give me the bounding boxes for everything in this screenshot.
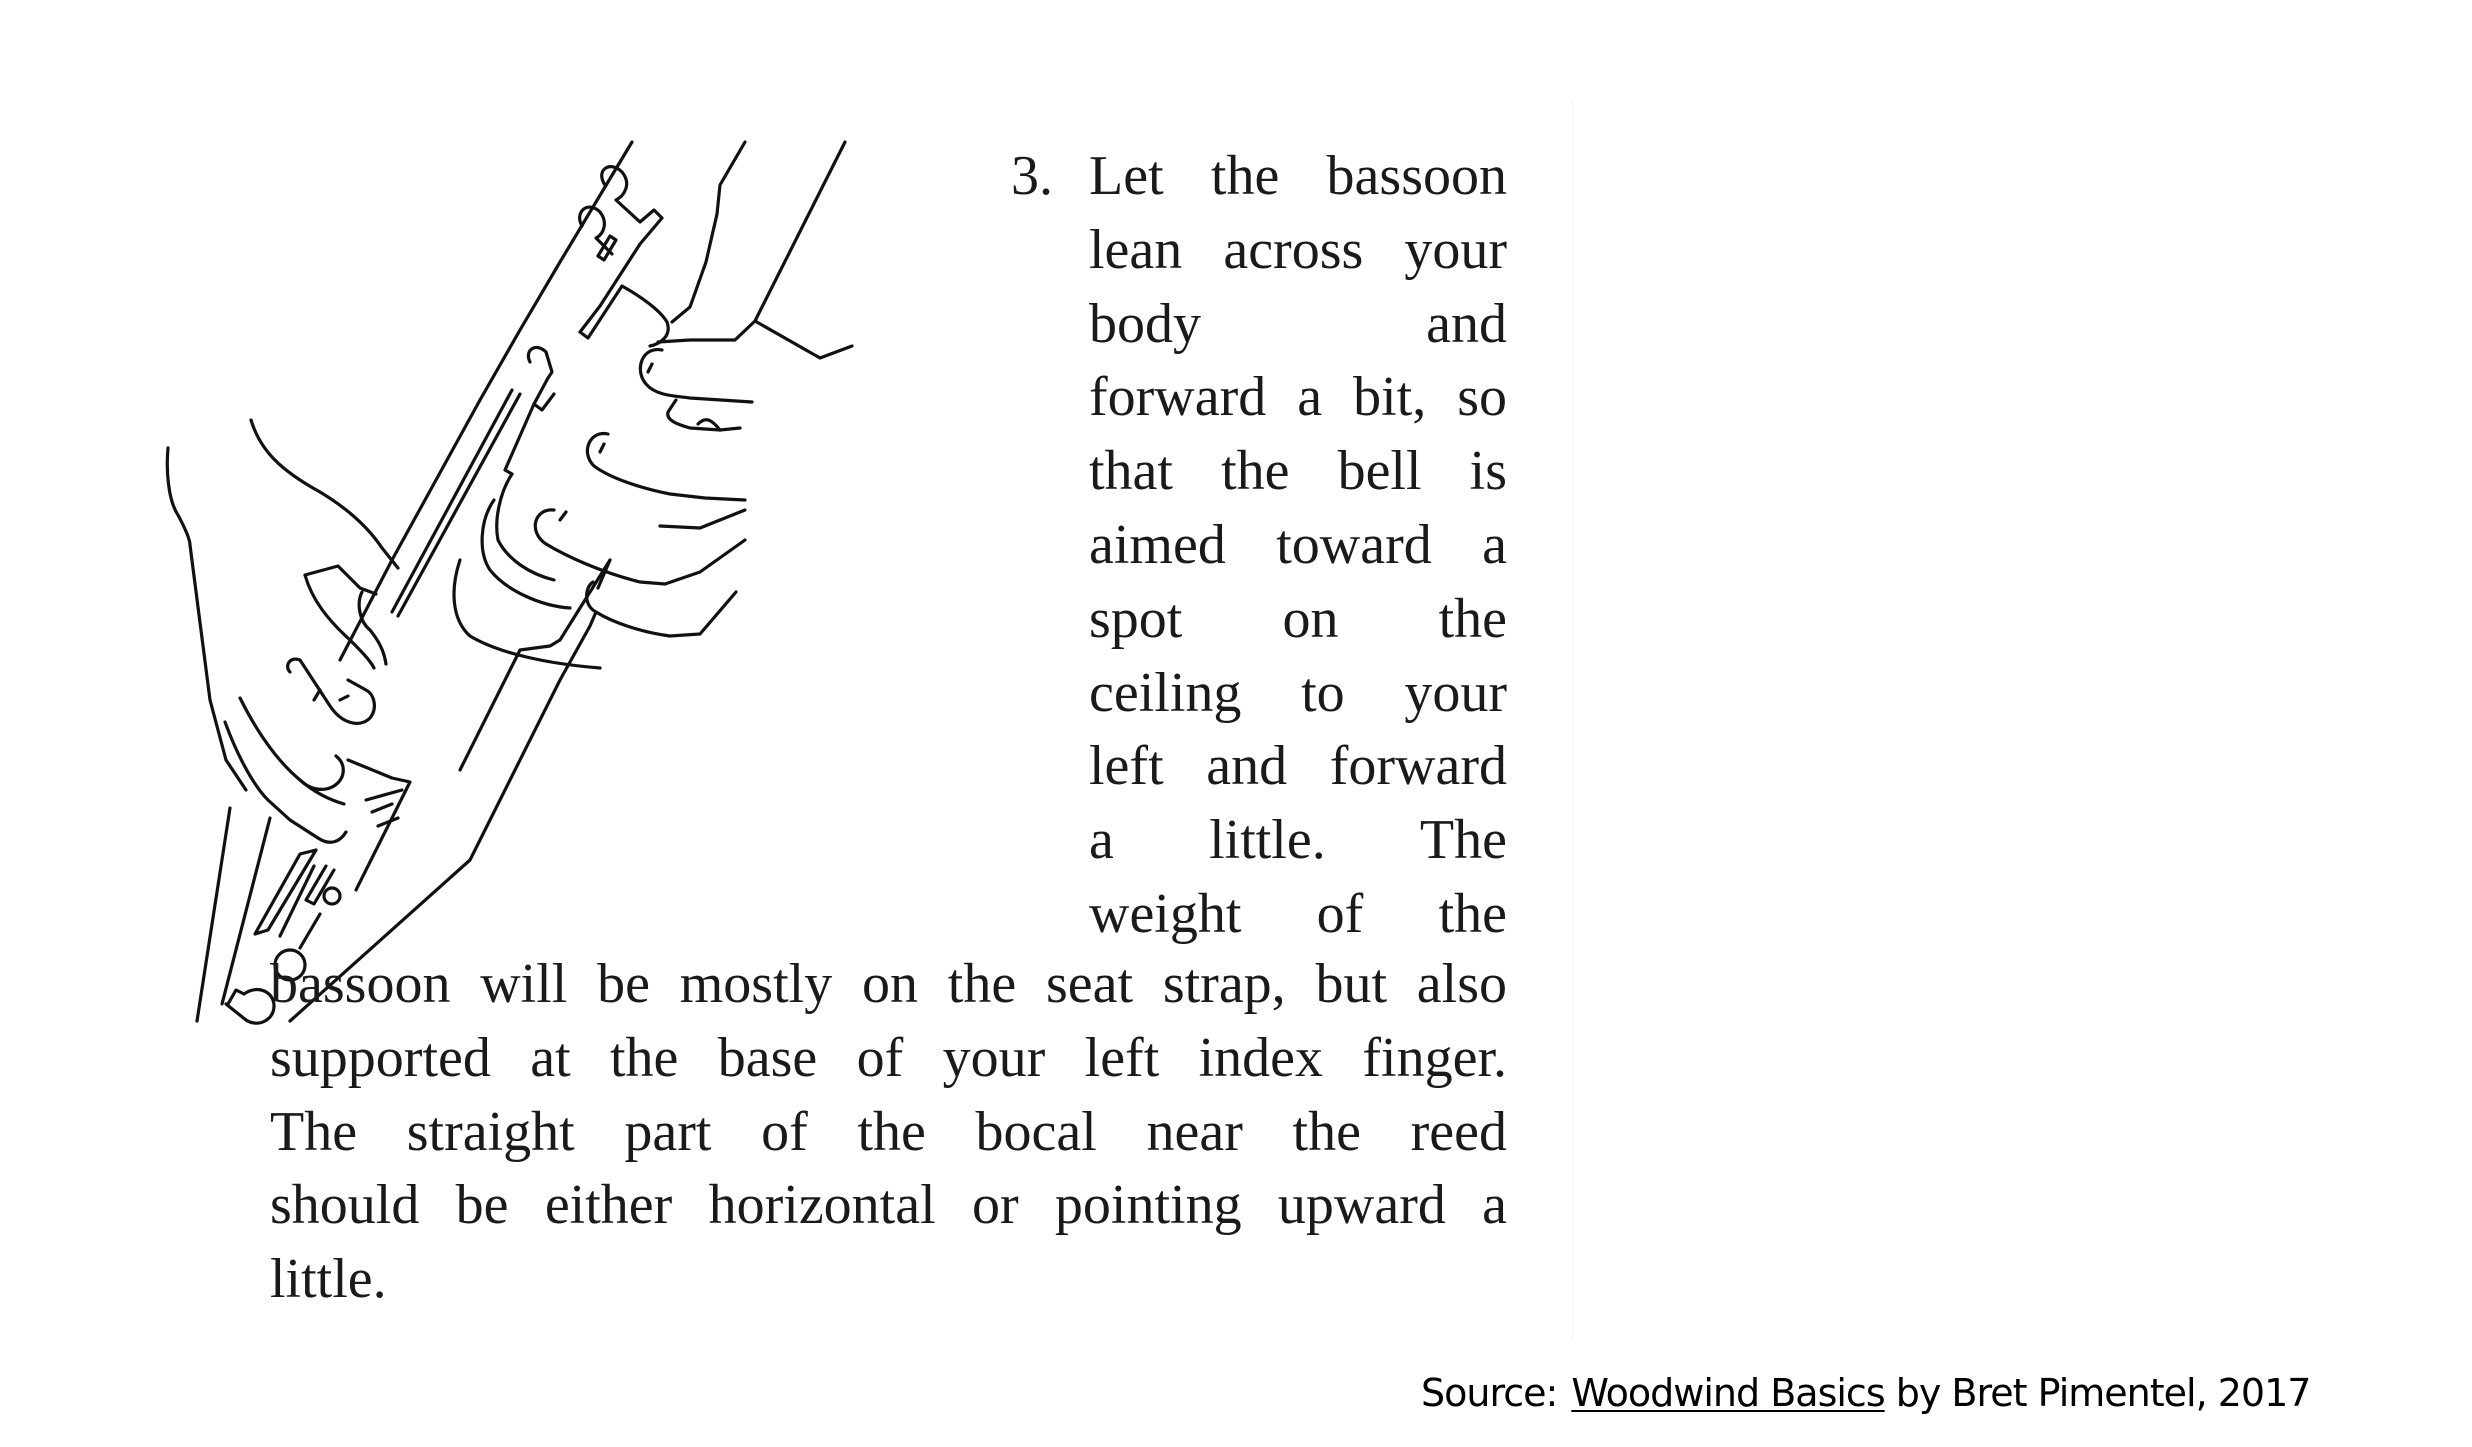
text-line: ceiling to your [1089, 661, 1507, 724]
text-line: body and [1089, 292, 1507, 355]
source-attribution-text: by Bret Pimentel, 2017 [1895, 1371, 2311, 1415]
bassoon-drawing-icon [150, 130, 880, 1040]
text-line: weight of the [1089, 882, 1507, 945]
column-divider [1572, 100, 1573, 1340]
source-attribution [1421, 1368, 2310, 1418]
source-label: Source: [1421, 1371, 1558, 1415]
text-line: forward a bit, so [1089, 366, 1507, 429]
text-line: should be either horizontal or pointing upward a [270, 1174, 1507, 1237]
text-line: left and forward [1089, 735, 1507, 798]
text-line: supported at the base of your left index finger. [270, 1026, 1507, 1089]
text-line: spot on the [1089, 587, 1507, 650]
text-line-final: little. [270, 1248, 387, 1311]
text-line: bassoon will be mostly on the seat strap, but also [270, 953, 1507, 1015]
list-item-number: 3. [1011, 145, 1053, 207]
text-line: Let the bassoon [1089, 145, 1507, 207]
text-line: a little. The [1089, 809, 1507, 872]
text-line: aimed toward a [1089, 513, 1507, 576]
source-link-woodwind-basics[interactable]: Woodwind Basics [1571, 1371, 1885, 1415]
text-line: The straight part of the bocal near the reed [270, 1100, 1507, 1163]
text-line: lean across your [1089, 218, 1507, 281]
text-line: that the bell is [1089, 440, 1507, 503]
full-width-paragraph [270, 948, 1507, 1317]
wrapped-paragraph [1089, 140, 1507, 952]
bassoon-hands-illustration [150, 130, 880, 1040]
